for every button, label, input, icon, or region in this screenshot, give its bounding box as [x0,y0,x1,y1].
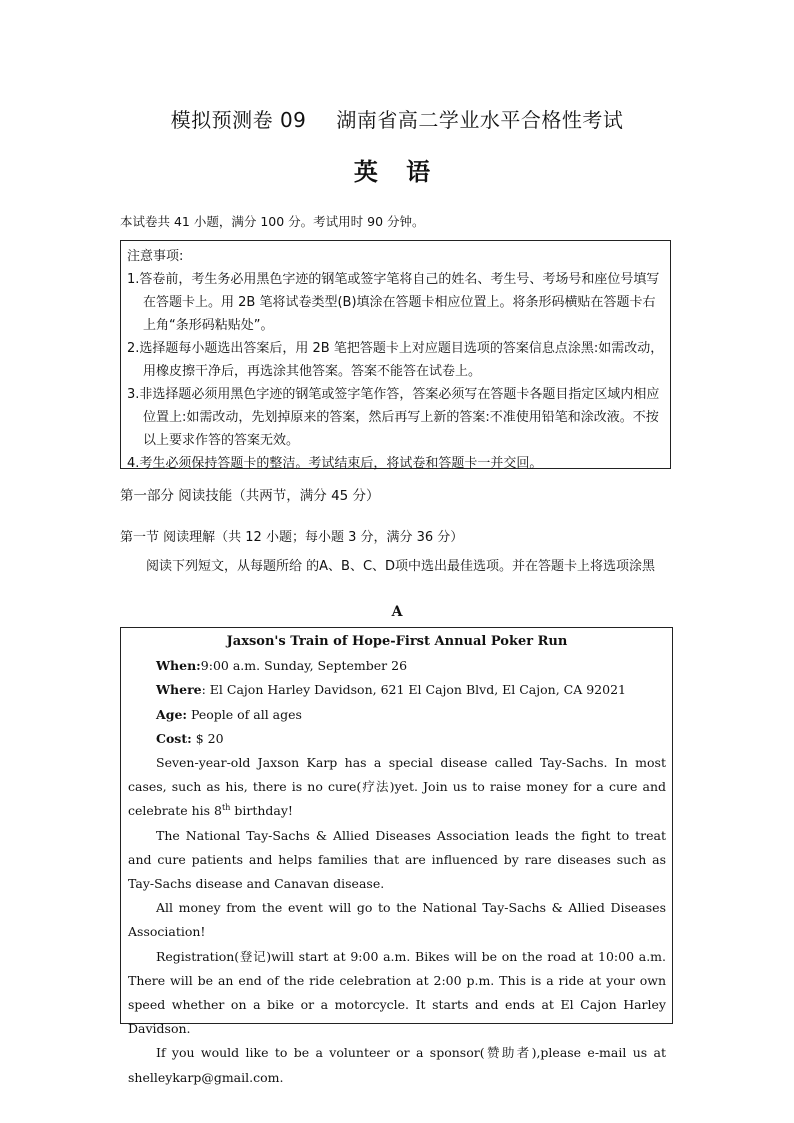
when-value: 9:00 a.m. Sunday, September 26 [200,658,408,674]
notice-heading: 注意事项: [127,249,184,264]
age-value: People of all ages [187,706,302,722]
passage-title: Jaxson's Train of Hope-First Annual Poker Run [226,634,568,649]
paragraph-1-text: Seven-year-old Jaxson Karp has a special disease called Tay-Sachs. In most cases, such as his, there is no cure(疗法)yet. Join us to raise money for a cure and celebrate his 8 [128,755,666,819]
paragraph-2: The National Tay-Sachs & Allied Diseases Association leads the fight to treat and cure patients and helps families that are influenced by rare diseases such as Tay-Sachs disease and Canavan disease. [128,827,666,892]
notice-item: 1.答卷前，考生务必用黑色字迹的钢笔或签字笔将自己的姓名、考生号、考场号和座位号填写在答题卡上。用 2B 笔将试卷类型(B)填涂在答题卡相应位置上。将条形码横贴在答题卡右上角“条形码粘贴处”。 [127,272,660,333]
notice-item: 4.考生必须保持答题卡的整洁。考试结束后，将试卷和答题卡一并交回。 [127,456,543,471]
where-value: : El Cajon Harley Davidson, 621 El Cajon Blvd, El Cajon, CA 92021 [201,682,626,698]
notice-box [120,240,671,469]
paragraph-4: Registration(登记)will start at 9:00 a.m. Bikes will be on the road at 10:00 a.m. There will be an end of the ride celebration at 2:00 p.m. This is a ride at your own speed whether on a bike or a motorcycle. It starts and ends at El Cajon Harley Davidson. [128,948,666,1037]
paragraph-5: If you would like to be a volunteer or a sponsor(赞助者),please e-mail us at shelleykarp@gmail.com. [128,1045,666,1085]
age-line [128,703,666,727]
cost-line [128,727,666,751]
section-heading: 第一节 阅读理解（共 12 小题；每小题 3 分，满分 36 分） [120,530,464,545]
age-label: Age: [156,706,188,722]
title-right: 湖南省高二学业水平合格性考试 [336,108,624,132]
notice-item: 2.选择题每小题选出答案后，用 2B 笔把答题卡上对应题目选项的答案信息点涂黑:如需改动，用橡皮擦干净后，再选涂其他答案。答案不能答在试卷上。 [127,341,664,379]
where-line [128,678,666,702]
cost-label: Cost: [156,730,192,746]
instructions: 阅读下列短文，从每题所给 的A、B、C、D项中选出最佳选项。并在答题卡上将选项涂黑 [146,559,656,574]
paragraph-3: All money from the event will go to the National Tay-Sachs & Allied Diseases Association! [128,900,666,940]
subject-heading: 英 语 [353,158,441,186]
passage-letter: A [391,604,403,620]
notice-item: 3.非选择题必须用黑色字迹的钢笔或签字笔作答，答案必须写在答题卡各题目指定区域内相应位置上:如需改动，先划掉原来的答案，然后再写上新的答案:不准使用铅笔和涂改液。不按以上要求作答的答案无效。 [127,387,660,448]
where-label: Where [156,682,202,698]
ordinal-suffix: th [222,803,231,813]
paragraph-1-end: birthday! [230,803,293,819]
paragraph-1 [128,751,666,824]
page-title [0,104,794,133]
passage-box [120,627,673,1085]
when-label: When: [156,658,201,674]
title-left: 模拟预测卷 09 [170,108,307,132]
exam-intro: 本试卷共 41 小题，满分 100 分。考试用时 90 分钟。 [120,214,425,229]
part-heading: 第一部分 阅读技能（共两节，满分 45 分） [120,488,380,504]
cost-value: $ 20 [191,730,224,746]
when-line [128,654,666,678]
